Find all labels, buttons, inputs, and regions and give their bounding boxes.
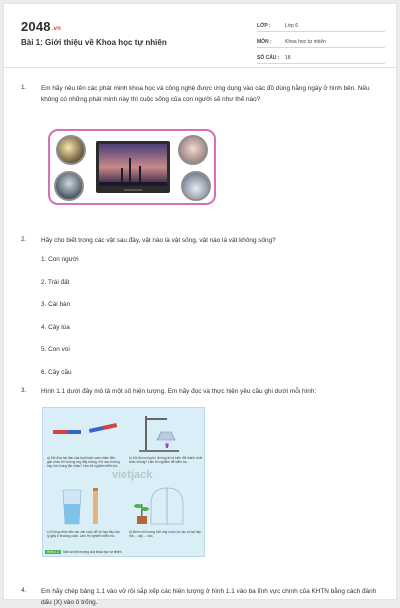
question-4	[21, 587, 386, 608]
meta-row-grade	[257, 18, 385, 32]
meta-key: LỚP :	[257, 23, 271, 29]
magnets-icon	[45, 410, 123, 454]
caption-b: b) Khi đun nóng thì đường ăn bị biến đổi thành chất khác không? Làm thí nghiệm để kiểm tra.	[129, 456, 202, 465]
caption-d: d) Đem một lượng thôi ống nước lúc tạo ra hai hay hút ... cây ... vào.	[129, 530, 201, 539]
silhouette-icon	[99, 144, 167, 186]
tablet-image	[54, 171, 84, 201]
meta-value: 18	[285, 55, 291, 61]
answer-item: 4. Cây lúa	[41, 323, 70, 331]
question-text: Hãy cho biết trong các vật sau đây, vật nào là vật sống, vật nào là vật không sống?	[41, 237, 276, 244]
meta-value: Lớp 6	[285, 23, 299, 29]
figure-caption-tag: Hình 1.1	[47, 550, 60, 554]
glass-panel	[45, 484, 123, 554]
meta-key: SỐ CÂU :	[257, 55, 280, 61]
answer-list	[41, 256, 79, 392]
phenomena-figure	[42, 407, 205, 557]
bowl-image	[178, 135, 208, 165]
water-glass-icon	[45, 484, 123, 528]
burner-icon	[127, 410, 205, 454]
plant-panel	[127, 484, 205, 554]
light-bulbs-image	[56, 135, 86, 165]
figure-caption	[45, 550, 122, 554]
watermark: vietjack	[112, 469, 153, 481]
answer-item: 1. Con người	[41, 256, 79, 263]
tv-stand	[124, 189, 142, 191]
caption-a: a) Khi đưa hai đầu của hai thanh nam châm đến gần nhau thì hướng hay đẩy chúng. Khi nào hướng hay hút chúng lẫn nhau? Làm thí nghiệm kiểm tra.	[47, 456, 120, 469]
question-number: 3.	[21, 387, 27, 394]
tv-screen	[99, 144, 167, 186]
site-logo[interactable]: 2048.vn	[21, 19, 62, 34]
page-header	[4, 4, 398, 66]
question-1	[21, 84, 386, 105]
car-image	[181, 171, 211, 201]
meta-row-count	[257, 50, 385, 64]
answer-item: 6. Cây cầu	[41, 368, 72, 376]
meta-value: Khoa học tự nhiên	[285, 39, 326, 45]
header-divider	[4, 67, 398, 68]
television-image	[96, 141, 170, 193]
answer-item: 2. Trái đất	[41, 278, 70, 286]
answer-item: 3. Cái bàn	[41, 301, 71, 309]
question-number: 4.	[21, 587, 27, 594]
worksheet-page	[3, 3, 397, 606]
inventions-figure	[48, 129, 216, 205]
answer-item: 5. Con voi	[41, 346, 70, 354]
figure-caption-text: Một số hiện tượng của khoa học tự nhiên	[63, 550, 122, 554]
caption-c: c) Không nhấn đều tạo văn cuộc để ép hay đây vào ly giấy ở khoảng cách. Làm thí nghiệm kiểm tra.	[47, 530, 120, 539]
meta-table	[257, 18, 385, 66]
question-text: Em hãy nêu tên các phát minh khoa học và công nghệ được ứng dụng vào các đồ dùng hằng ngày ở hình bên. Nếu không có những phát minh này thì cuộc sống của con người sẽ như thế nào?	[41, 85, 370, 103]
question-3	[21, 387, 386, 398]
question-number: 1.	[21, 84, 27, 91]
plant-icon	[127, 484, 205, 528]
lesson-title: Bài 1: Giới thiệu về Khoa học tự nhiên	[21, 38, 167, 47]
question-number: 2.	[21, 236, 27, 243]
meta-key: MÔN :	[257, 39, 272, 45]
question-2	[21, 236, 386, 247]
question-text: Hình 1.1 dưới đây mô tả một số hiện tượng. Em hãy đọc và thực hiện yêu cầu ghi dưới mỗi hình:	[41, 388, 317, 395]
question-text: Em hãy chép bảng 1.1 vào vở rồi sắp xếp các hiện tượng ở hình 1.1 vào ba lĩnh vực chính của KHTN bằng cách đánh dấu (X) vào ô trống.	[41, 588, 377, 606]
meta-row-subject	[257, 34, 385, 48]
